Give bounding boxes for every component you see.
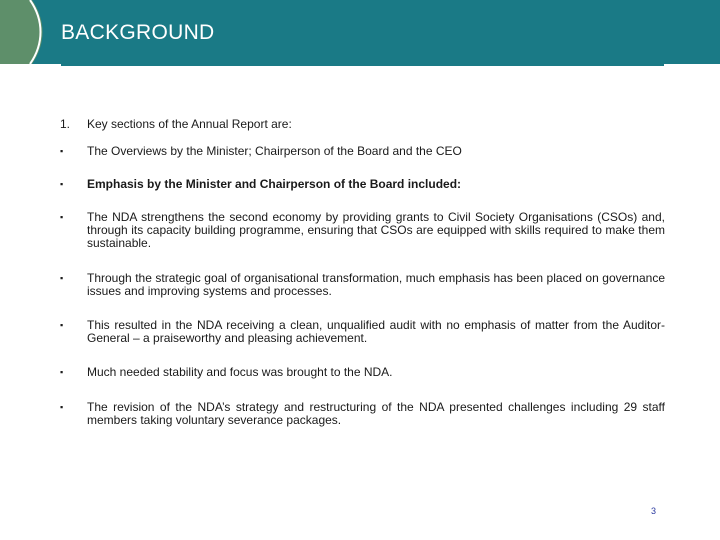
bullet-icon: ▪ [60, 402, 64, 412]
slide-title: BACKGROUND [61, 21, 215, 44]
list-number: 1. [60, 117, 71, 131]
header-curve-graphic [0, 0, 46, 64]
bullet-icon: ▪ [60, 367, 64, 377]
bullet-icon: ▪ [60, 179, 64, 189]
page-number: 3 [650, 506, 656, 516]
bullet-icon: ▪ [60, 146, 64, 156]
list-item-text: Emphasis by the Minister and Chairperson of the Board included: [87, 177, 462, 191]
bullet-icon: ▪ [60, 273, 64, 283]
bullet-icon: ▪ [60, 212, 64, 222]
list-item-text: Much needed stability and focus was brought to the NDA. [87, 365, 393, 379]
list-item-text: The revision of the NDA’s strategy and restructuring of the NDA presented challenges including 29 staff members taking voluntary severance packages. [87, 400, 665, 427]
slide-header [0, 0, 720, 64]
list-item-text: The NDA strengthens the second economy by providing grants to Civil Society Organisations (CSOs) and, through its capacity building programme, ensuring that CSOs are equipped with skills required to make them sustainable. [87, 210, 665, 250]
header-accent-shape [0, 0, 46, 64]
title-divider [61, 64, 664, 66]
list-item-text: This resulted in the NDA receiving a clean, unqualified audit with no emphasis of matter from the Auditor-General – a praiseworthy and pleasing achievement. [87, 318, 665, 345]
bullet-icon: ▪ [60, 320, 64, 330]
list-item-text: Key sections of the Annual Report are: [87, 117, 292, 131]
list-item-text: Through the strategic goal of organisational transformation, much emphasis has been placed on governance issues and improving systems and processes. [87, 271, 665, 298]
list-item-text: The Overviews by the Minister; Chairperson of the Board and the CEO [87, 144, 462, 158]
